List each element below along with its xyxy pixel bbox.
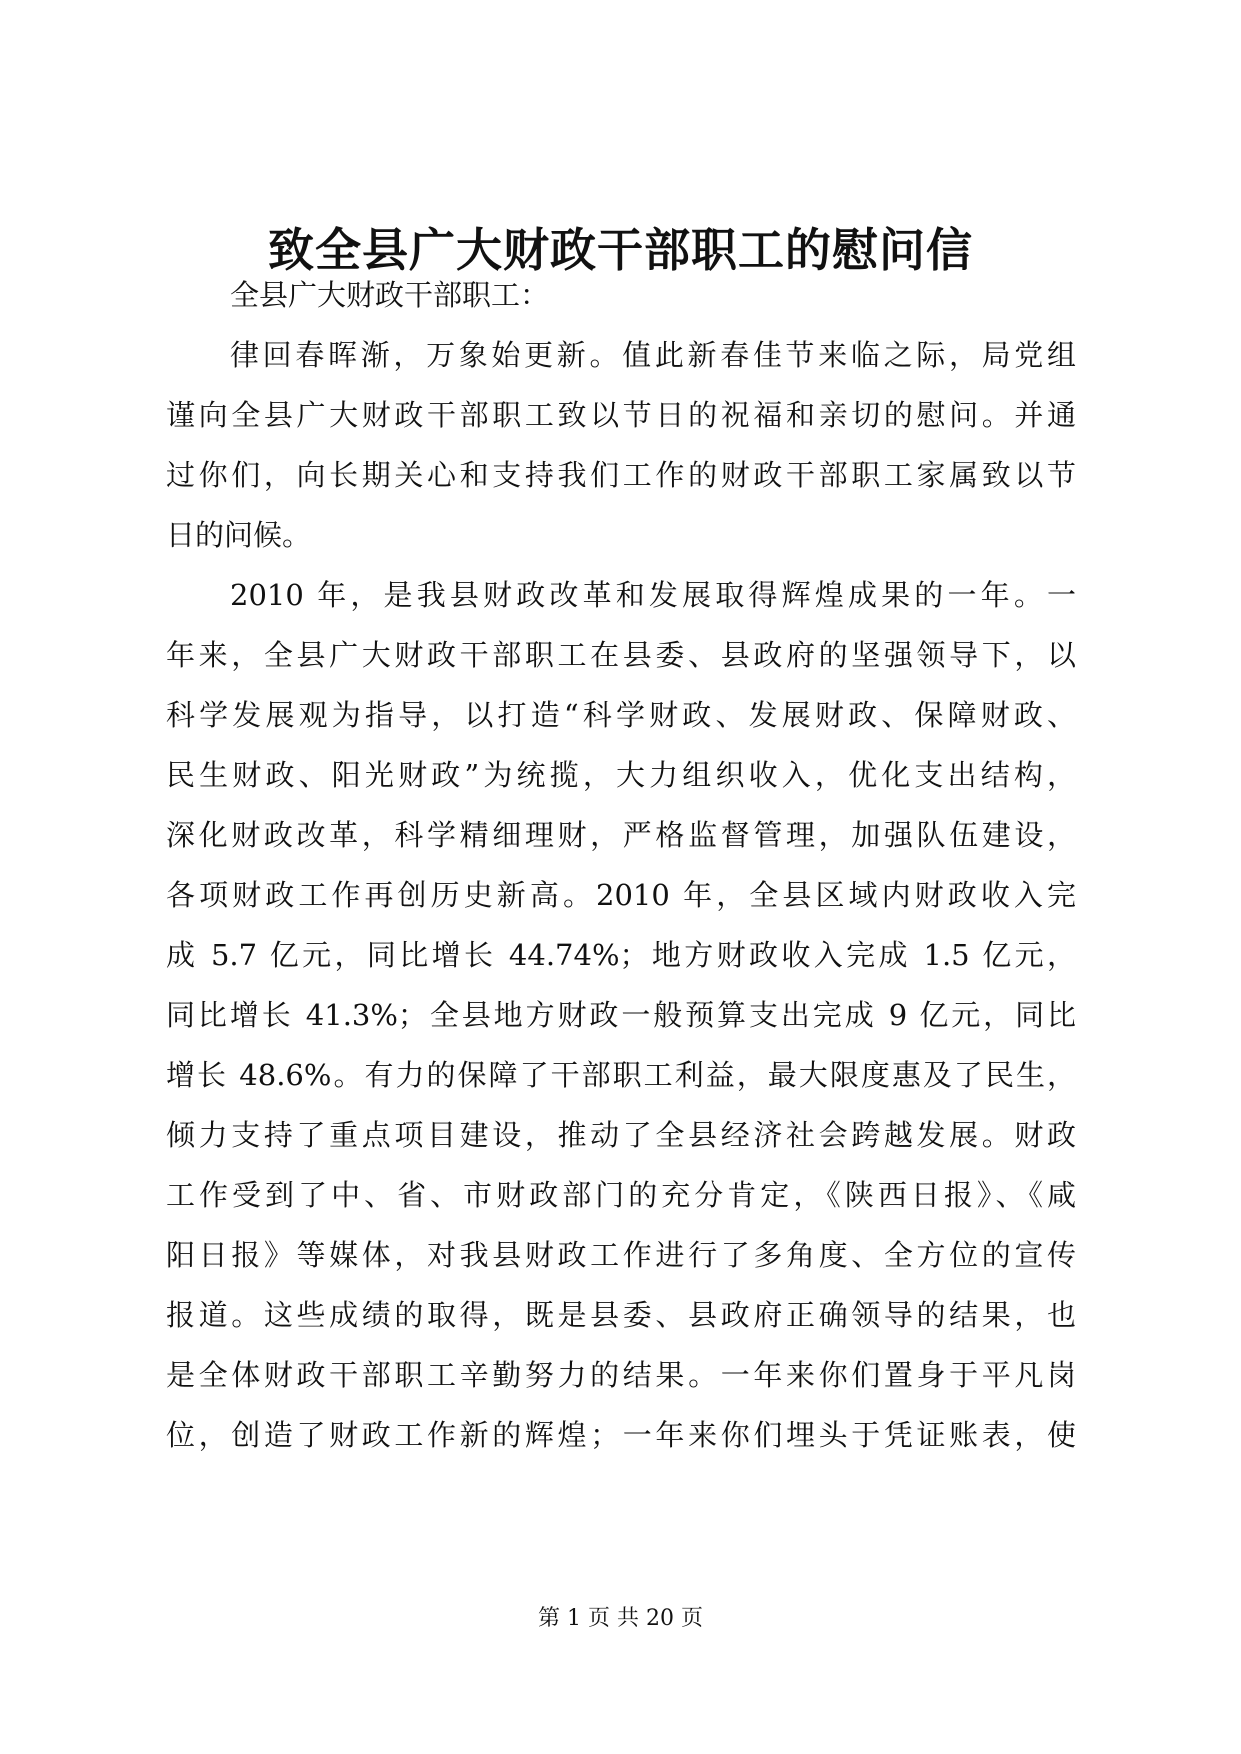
body-line: 增长 48.6%。有力的保障了干部职工利益，最大限度惠及了民生， (166, 1058, 1076, 1092)
body-line: 成 5.7 亿元，同比增长 44.74%；地方财政收入完成 1.5 亿元， (166, 938, 1076, 972)
body-line: 各项财政工作再创历史新高。2010 年，全县区域内财政收入完 (166, 878, 1076, 912)
body-line: 谨向全县广大财政干部职工致以节日的祝福和亲切的慰问。并通 (166, 398, 1076, 432)
body-line: 年来，全县广大财政干部职工在县委、县政府的坚强领导下，以 (166, 638, 1076, 672)
body-line: 同比增长 41.3%；全县地方财政一般预算支出完成 9 亿元，同比 (166, 998, 1076, 1032)
body-line: 工作受到了中、省、市财政部门的充分肯定，《陕西日报》、《咸 (166, 1178, 1076, 1212)
page-number-footer: 第 1 页 共 20 页 (538, 1606, 703, 1631)
body-line: 倾力支持了重点项目建设，推动了全县经济社会跨越发展。财政 (166, 1118, 1076, 1152)
body-line: 位，创造了财政工作新的辉煌；一年来你们埋头于凭证账表，使 (166, 1418, 1076, 1452)
body-line: 律回春晖渐，万象始更新。值此新春佳节来临之际，局党组 (230, 338, 1076, 372)
salutation-line: 全县广大财政干部职工： (230, 278, 550, 312)
body-line: 阳日报》等媒体，对我县财政工作进行了多角度、全方位的宣传 (166, 1238, 1076, 1272)
body-line: 报道。这些成绩的取得，既是县委、县政府正确领导的结果，也 (166, 1298, 1076, 1332)
body-line: 是全体财政干部职工辛勤努力的结果。一年来你们置身于平凡岗 (166, 1358, 1076, 1392)
body-line: 深化财政改革，科学精细理财，严格监督管理，加强队伍建设， (166, 818, 1076, 852)
body-line: 日的问候。 (166, 518, 312, 552)
document-title: 致全县广大财政干部职工的慰问信 (268, 223, 973, 277)
body-line: 过你们，向长期关心和支持我们工作的财政干部职工家属致以节 (166, 458, 1076, 492)
body-line: 科学发展观为指导，以打造“科学财政、发展财政、保障财政、 (166, 698, 1076, 732)
body-line: 2010 年，是我县财政改革和发展取得辉煌成果的一年。一 (230, 578, 1076, 612)
body-line: 民生财政、阳光财政”为统揽，大力组织收入，优化支出结构， (166, 758, 1076, 792)
